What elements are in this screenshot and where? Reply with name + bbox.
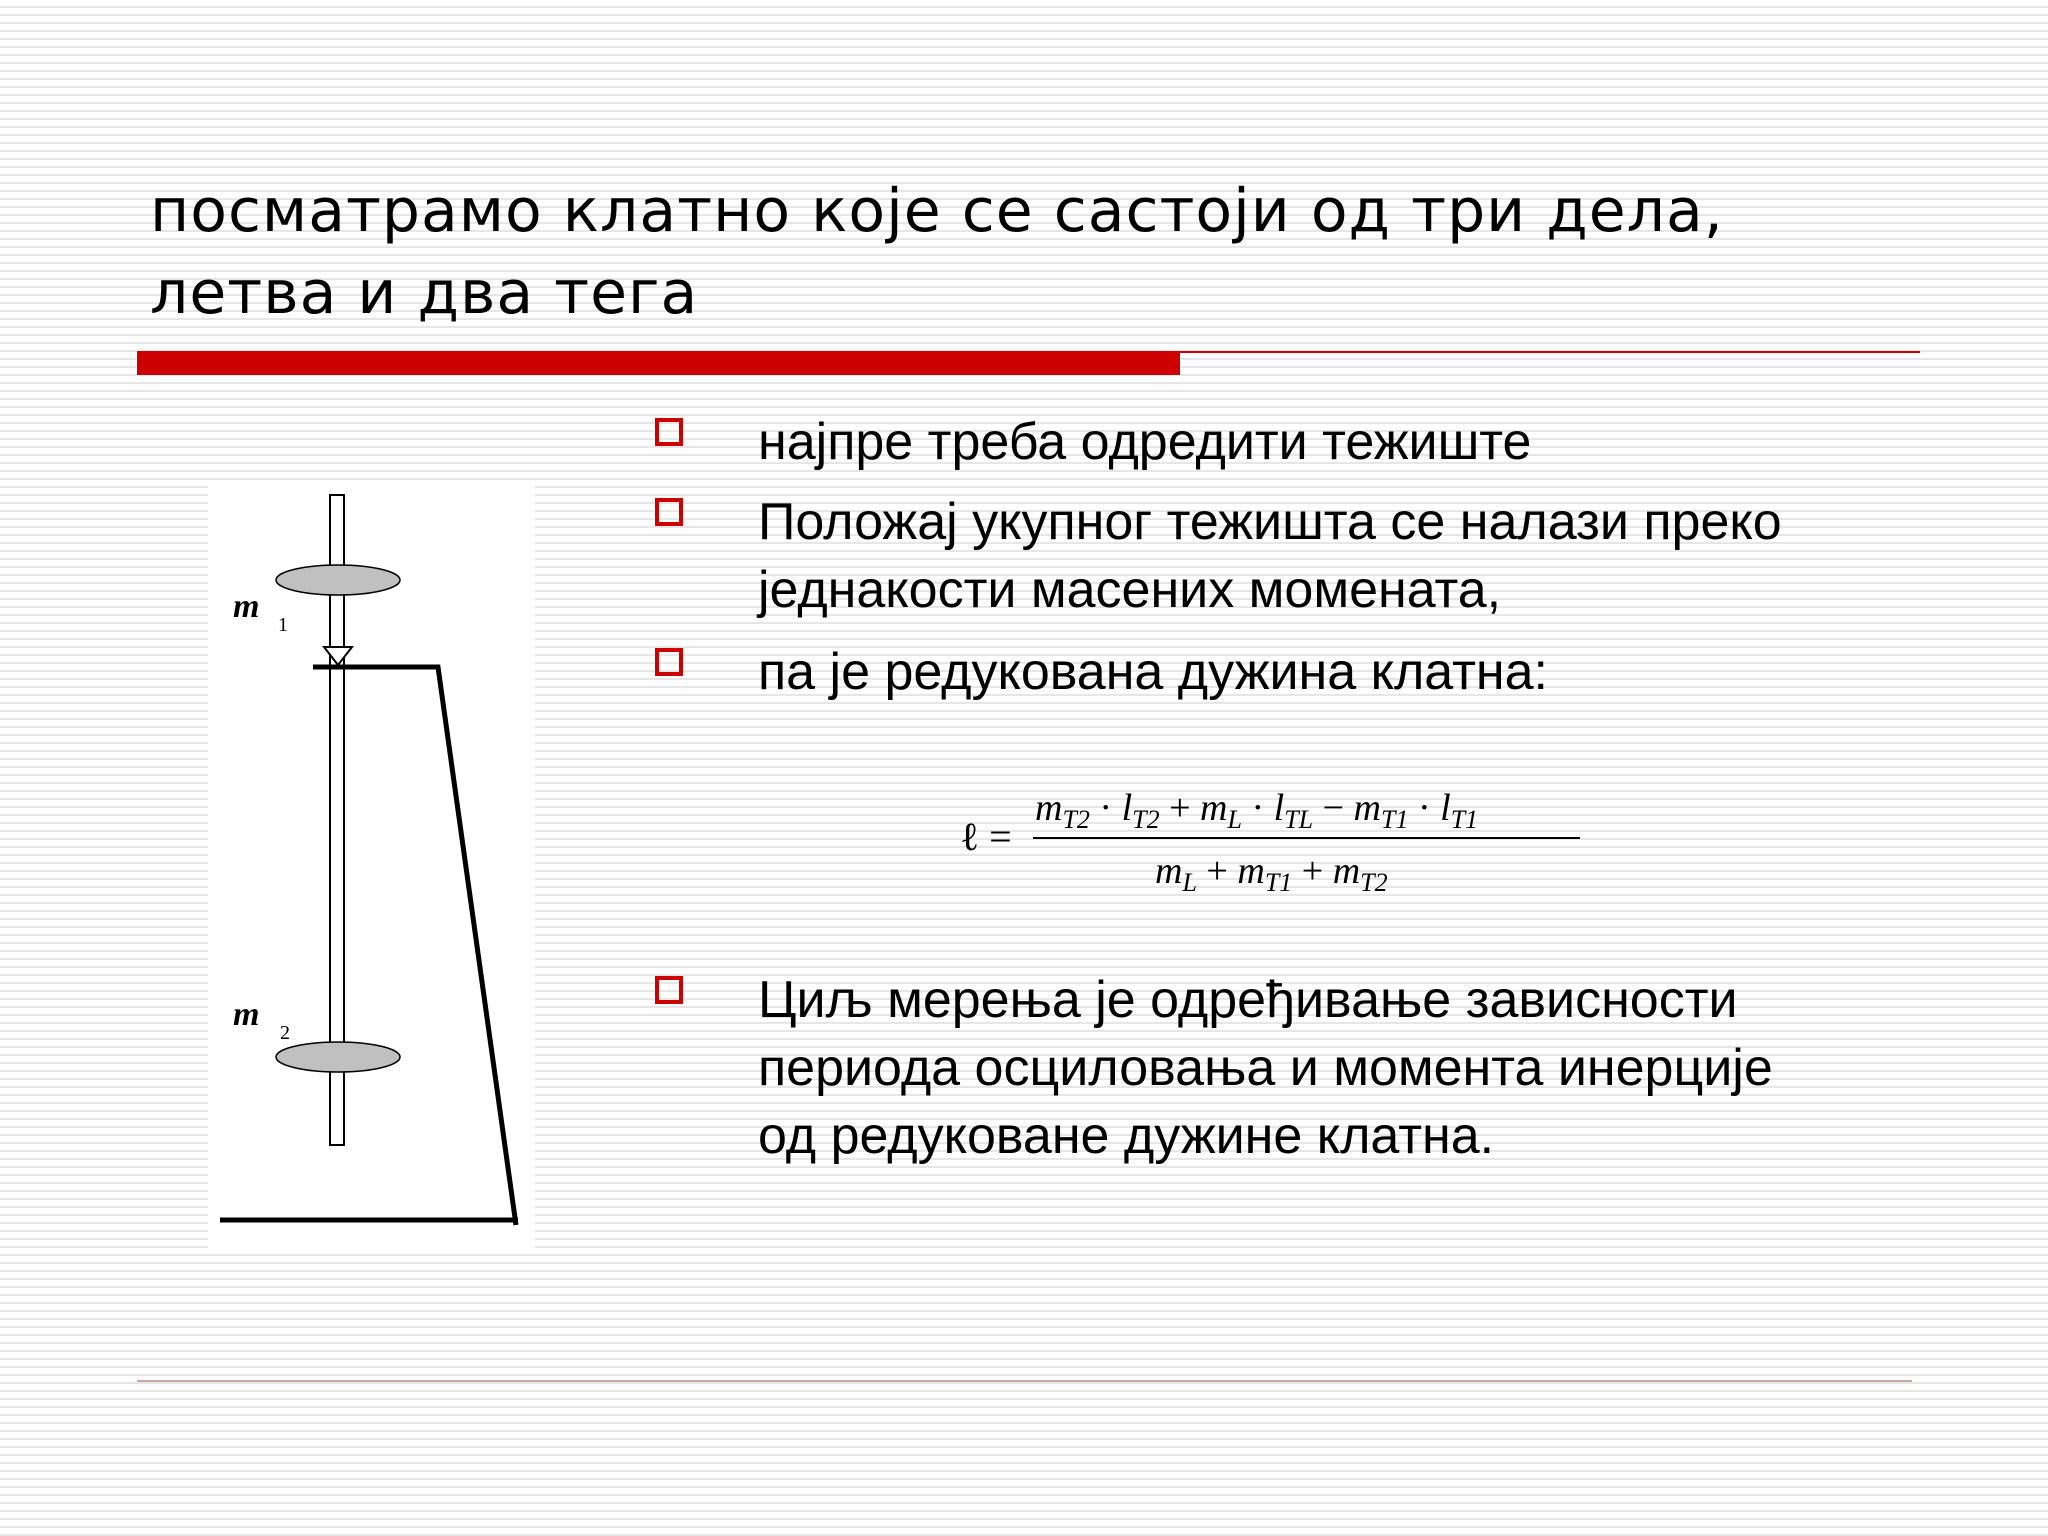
formula-lhs: ℓ = — [960, 814, 1012, 859]
mass-1-label: m — [233, 588, 260, 625]
footer-divider — [137, 1380, 1912, 1382]
mass-2-subscript: 2 — [280, 1022, 290, 1044]
pivot-icon — [324, 647, 352, 665]
mass-1-disc — [276, 565, 400, 595]
mass-2-label: m — [233, 996, 260, 1033]
title-line-1: посматрамо клатно које се састоји од три дела, — [150, 176, 1724, 246]
reduced-length-formula — [955, 780, 1595, 910]
square-bullet-icon — [655, 498, 683, 526]
formula-numerator: $m_{T2} \cdot l_{T2} + m_L \cdot l_{TL} - m_{T1} \cdot l_{T1}$ — [1035, 787, 1479, 834]
square-bullet-icon — [655, 976, 683, 1004]
bullet-item-1 — [655, 408, 1532, 471]
bullet-text: Положај укупног тежишта се налази преко једнакости масених момената, — [758, 493, 1782, 619]
bullet-text: Циљ мерења је одређивање зависности периода осциловања и момента инерције од редуковане дужине клатна. — [758, 971, 1773, 1165]
formula-svg — [955, 780, 1595, 910]
mass-1-subscript: 1 — [278, 614, 288, 636]
title-underline-thick — [137, 351, 1180, 375]
bullet-item-2 — [655, 488, 1782, 619]
pendulum-svg — [208, 485, 535, 1253]
bullet-item-3 — [655, 638, 1548, 701]
title-line-2: летва и два тега — [150, 258, 699, 328]
pendulum-diagram — [208, 485, 535, 1253]
bullet-item-4 — [655, 966, 1773, 1165]
formula-denominator: $m_L + m_{T1} + m_{T2}$ — [1155, 850, 1388, 897]
slide-title — [150, 170, 1900, 334]
square-bullet-icon — [655, 648, 683, 676]
title-underline-thin — [1180, 351, 1920, 353]
square-bullet-icon — [655, 418, 683, 446]
mass-2-disc — [276, 1042, 400, 1072]
bullet-text: најпре треба одредити тежиште — [758, 413, 1532, 471]
bullet-text: па је редукована дужина клатна: — [758, 643, 1548, 701]
